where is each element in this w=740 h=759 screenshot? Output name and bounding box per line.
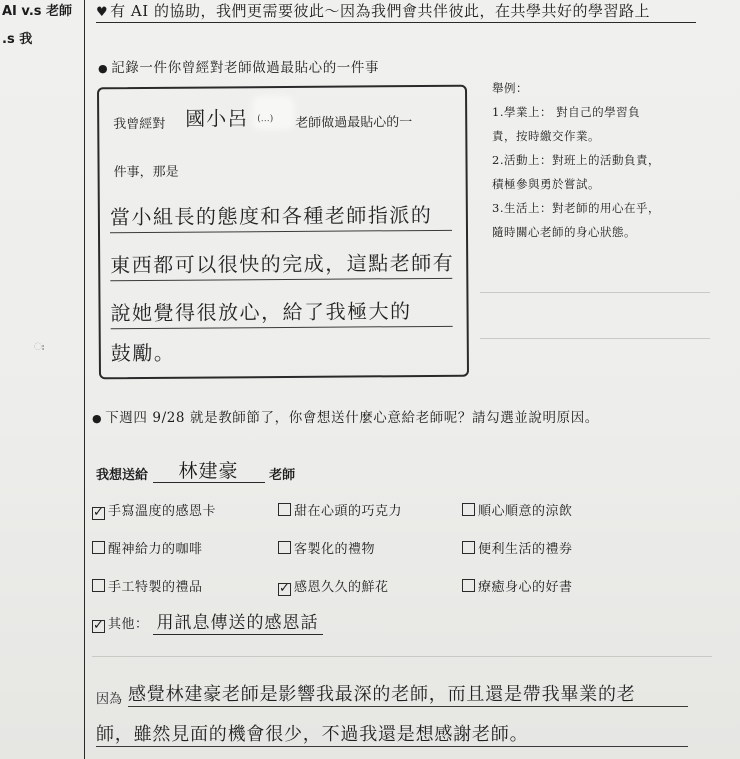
send-suffix: 老師	[269, 468, 296, 483]
faint-rule	[92, 656, 712, 657]
check-icon: ✓	[93, 618, 105, 633]
send-to-row	[96, 460, 295, 483]
gift-question	[92, 406, 599, 426]
option-label: 感恩久久的鮮花	[294, 580, 389, 595]
example-item: 2.活動上：對班上的活動負責， 積極參與勇於嘗試。	[492, 153, 660, 191]
pencil-mark: ಃ	[34, 342, 45, 353]
gift-option-custom-gift[interactable]	[278, 538, 375, 557]
handwritten-answer-line: 鼓勵。	[110, 340, 176, 366]
left-column-subtitle: .s 我	[2, 32, 33, 47]
checkbox[interactable]	[278, 583, 291, 596]
checkbox[interactable]	[92, 620, 105, 633]
examples-title: 舉例：	[492, 81, 528, 95]
header-text: 有 AI 的協助，我們更需要彼此～因為我們會共伴彼此，在共學共好的學習路上	[110, 2, 650, 20]
check-icon: ✓	[93, 505, 105, 520]
option-label: 療癒身心的好書	[478, 580, 573, 595]
check-icon: ✓	[279, 581, 291, 596]
other-gift-field[interactable]: 用訊息傳送的感恩話	[153, 608, 323, 635]
handwritten-answer-line: 東西都可以很快的完成，這點老師有	[110, 247, 452, 281]
other-label: 其他：	[108, 617, 149, 632]
checkbox[interactable]	[278, 541, 291, 554]
record-paren: (…)	[257, 114, 274, 125]
bullet-icon: ●	[92, 412, 103, 425]
option-label: 醒神給力的咖啡	[108, 542, 203, 557]
left-column	[0, 0, 85, 759]
gift-question-text: 下週四 9/28 就是教師節了，你會想送什麼心意給老師呢？請勾選並說明原因。	[105, 410, 599, 426]
gift-option-flowers[interactable]	[278, 576, 389, 596]
checkbox[interactable]	[278, 503, 291, 516]
handwritten-answer-line: 當小組長的態度和各種老師指派的	[110, 199, 452, 233]
teacher-name-field[interactable]: 林建豪	[153, 460, 265, 483]
checkbox[interactable]	[462, 579, 475, 592]
faint-rule	[480, 292, 710, 293]
option-label: 客製化的禮物	[294, 542, 376, 557]
reason-label: 因為	[96, 692, 123, 707]
checkbox[interactable]	[92, 541, 105, 554]
handwritten-school: 國小呂	[185, 106, 249, 131]
checkbox[interactable]	[462, 541, 475, 554]
handwritten-reason-line: 感覺林建豪老師是影響我最深的老師，而且還是帶我畢業的老	[128, 680, 688, 707]
option-label: 手寫溫度的感恩卡	[108, 504, 217, 519]
record-question	[98, 56, 379, 76]
option-label: 順心順意的涼飲	[478, 504, 573, 519]
checkbox[interactable]	[92, 579, 105, 592]
gift-option-voucher[interactable]	[462, 538, 573, 557]
gift-option-book[interactable]	[462, 576, 573, 595]
heart-icon: ♥	[96, 5, 109, 20]
gift-option-chocolate[interactable]	[278, 500, 402, 519]
record-line2: 件事，那是	[113, 164, 179, 181]
checkbox[interactable]	[462, 503, 475, 516]
examples-panel	[492, 76, 692, 244]
handwritten-answer-line: 說她覺得很放心，給了我極大的	[110, 295, 452, 329]
option-label: 手工特製的禮品	[108, 580, 203, 595]
checkbox[interactable]	[92, 507, 105, 520]
left-column-title: AI v.s 老師	[2, 4, 73, 19]
worksheet-header	[96, 0, 696, 23]
example-item: 1.學業上： 對自己的學習負 責，按時繳交作業。	[492, 105, 641, 143]
record-prefix: 我曾經對	[113, 116, 166, 133]
gift-option-handmade[interactable]	[92, 576, 203, 595]
record-suffix: 老師做過最貼心的一	[295, 115, 413, 131]
option-label: 甜在心頭的巧克力	[294, 504, 403, 519]
example-item: 3.生活上：對老師的用心在乎， 隨時關心老師的身心狀態。	[492, 201, 660, 239]
gift-option-other[interactable]	[92, 608, 323, 635]
send-prefix: 我想送給	[96, 468, 149, 483]
faint-rule	[480, 338, 710, 339]
handwritten-reason-line: 師，雖然見面的機會很少，不過我還是想感謝老師。	[96, 720, 688, 747]
bullet-icon: ●	[98, 62, 109, 75]
gift-option-card[interactable]	[92, 500, 216, 520]
gift-option-drink[interactable]	[462, 500, 573, 519]
option-label: 便利生活的禮券	[478, 542, 573, 557]
gift-option-coffee[interactable]	[92, 538, 203, 557]
record-answer-box	[97, 85, 469, 380]
record-question-text: 記錄一件你曾經對老師做過最貼心的一件事	[111, 60, 380, 76]
